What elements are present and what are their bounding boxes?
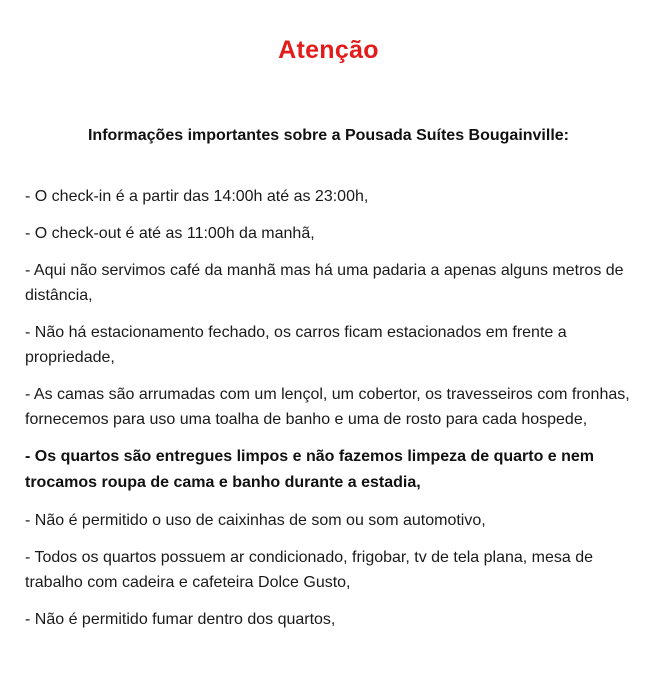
rule-check-out: - O check-out é até as 11:00h da manhã, [25,225,315,242]
rule-bedding: - As camas são arrumadas com um lençol, um cobertor, os travesseiros com fronhas, fornecemos para uso uma toalha de banho e uma de rosto para cada hospede, [25,386,630,428]
rule-sound: - Não é permitido o uso de caixinhas de som ou som automotivo, [25,512,486,529]
rules-list [25,184,653,644]
rule-smoking: - Não é permitido fumar dentro dos quartos, [25,611,336,628]
rule-breakfast: - Aqui não servimos café da manhã mas há uma padaria a apenas alguns metros de distância, [25,262,624,304]
rule-check-in: - O check-in é a partir das 14:00h até as 23:00h, [25,188,369,205]
document-title: Atenção [278,36,379,64]
rule-cleaning: - Os quartos são entregues limpos e não fazemos limpeza de quarto e nem trocamos roupa de cama e banho durante a estadia, [25,448,595,491]
document-subtitle: Informações importantes sobre a Pousada Suítes Bougainville: [87,127,569,144]
rule-amenities: - Todos os quartos possuem ar condicionado, frigobar, tv de tela plana, mesa de trabalho com cadeira e cafeteira Dolce Gusto, [25,549,594,591]
rule-parking: - Não há estacionamento fechado, os carros ficam estacionados em frente a propriedade, [25,324,567,366]
